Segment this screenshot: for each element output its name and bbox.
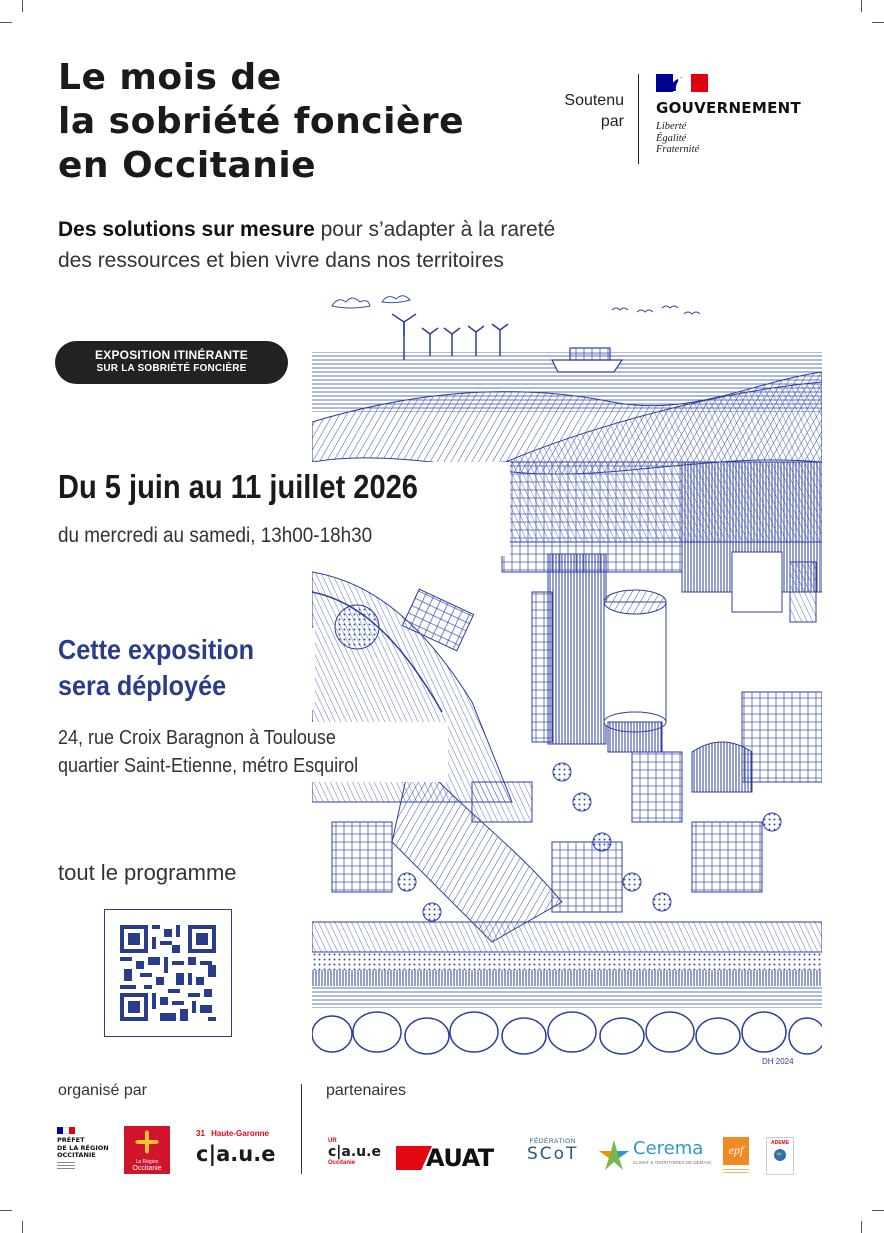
support-divider bbox=[638, 74, 639, 164]
crop-mark bbox=[0, 1210, 12, 1211]
region-line-2: Occitanie bbox=[132, 1165, 162, 1172]
exhibition-dates: Du 5 juin au 11 juillet 2026 bbox=[58, 468, 418, 505]
scot-line-1: FÉDÉRATION bbox=[529, 1138, 576, 1145]
program-label: tout le programme bbox=[58, 860, 237, 885]
region-line-1: La Région bbox=[135, 1159, 159, 1165]
federation-scot-logo bbox=[527, 1138, 578, 1163]
motto-fraternite: Fraternité bbox=[656, 144, 700, 155]
motto-liberte: Liberté bbox=[656, 121, 687, 132]
birds-icon bbox=[612, 306, 700, 314]
region-occitanie-logo bbox=[124, 1126, 170, 1174]
subtitle bbox=[58, 214, 555, 276]
ademe-name: ADEME bbox=[770, 1140, 790, 1146]
caue31-dept: Haute-Garonne bbox=[211, 1129, 269, 1138]
prefet-line-1: PRÉFET bbox=[57, 1136, 85, 1144]
footer-divider bbox=[301, 1084, 302, 1174]
program-qr-code[interactable] bbox=[104, 909, 232, 1037]
clouds-icon bbox=[332, 296, 410, 308]
epf-logo bbox=[723, 1137, 749, 1165]
crop-mark bbox=[0, 22, 12, 23]
support-line-2: par bbox=[600, 113, 624, 130]
caue-occ-region: Occitanie bbox=[328, 1160, 356, 1166]
address-line-2: quartier Saint-Etienne, métro Esquirol bbox=[58, 755, 359, 777]
exhibition-badge bbox=[55, 341, 288, 384]
auat-logo bbox=[396, 1144, 494, 1172]
address-line-1: 24, rue Croix Baragnon à Toulouse bbox=[58, 727, 336, 749]
crop-mark bbox=[872, 22, 884, 23]
motto-lines bbox=[57, 1162, 75, 1174]
caue-ur: UR bbox=[328, 1138, 337, 1144]
illustration-signature: DH 2024 bbox=[762, 1057, 794, 1066]
crop-mark bbox=[861, 1221, 862, 1233]
epf-caption-lines bbox=[723, 1167, 749, 1173]
prefet-occitanie-logo bbox=[57, 1127, 113, 1174]
caue31-name: c|a.u.e bbox=[196, 1142, 276, 1166]
prefet-line-2: DE LA RÉGION bbox=[57, 1143, 109, 1152]
government-motto bbox=[656, 121, 801, 156]
crop-mark bbox=[872, 1210, 884, 1211]
occitan-cross-icon bbox=[135, 1130, 159, 1154]
title-line-3: en Occitanie bbox=[58, 145, 317, 186]
stones-icon bbox=[312, 1012, 822, 1054]
caue31-number: 31 bbox=[196, 1129, 205, 1138]
cerema-tagline: CLIMAT & TERRITOIRES DE DEMAIN bbox=[633, 1160, 711, 1165]
caue-31-logo bbox=[196, 1129, 275, 1166]
crop-mark bbox=[22, 1221, 23, 1233]
venue-title-line-2: sera déployée bbox=[58, 670, 227, 701]
badge-line-1: EXPOSITION ITINÉRANTE bbox=[95, 348, 248, 362]
venue-title bbox=[58, 632, 254, 704]
title-line-2: la sobriété foncière bbox=[58, 101, 465, 142]
qr-code-icon bbox=[120, 925, 216, 1021]
motto-egalite: Égalité bbox=[656, 132, 687, 144]
support-label bbox=[540, 90, 624, 132]
partners-label: partenaires bbox=[326, 1082, 407, 1099]
epf-name: epf bbox=[728, 1143, 744, 1157]
cerema-star-icon bbox=[597, 1138, 631, 1172]
subtitle-line-2: des ressources et bien vivre dans nos territoires bbox=[58, 249, 504, 272]
ship-icon bbox=[552, 348, 622, 372]
venue-title-line-1: Cette exposition bbox=[58, 634, 255, 665]
exhibition-hours: du mercredi au samedi, 13h00-18h30 bbox=[58, 524, 373, 547]
page-title bbox=[58, 56, 464, 188]
ademe-globe-icon bbox=[773, 1148, 787, 1162]
government-name: GOUVERNEMENT bbox=[656, 99, 802, 117]
venue-address bbox=[58, 724, 358, 780]
crop-mark bbox=[861, 0, 862, 12]
marianne-flag-icon bbox=[656, 74, 708, 92]
marianne-flag-icon bbox=[57, 1127, 75, 1134]
title-line-1: Le mois de bbox=[58, 57, 282, 98]
cerema-logo bbox=[597, 1138, 711, 1172]
crop-mark bbox=[22, 0, 23, 12]
organised-by-label: organisé par bbox=[58, 1082, 147, 1099]
government-logo bbox=[656, 74, 801, 156]
badge-line-2: SUR LA SOBRIÉTÉ FONCIÈRE bbox=[96, 363, 247, 374]
subtitle-line-1: pour s’adapter à la rareté bbox=[314, 218, 556, 241]
support-line-1: Soutenu bbox=[564, 92, 624, 109]
ademe-logo bbox=[766, 1137, 794, 1175]
prefet-line-3: OCCITANIE bbox=[57, 1151, 96, 1159]
scot-line-2: SCoT bbox=[527, 1144, 579, 1164]
caue-occ-name: c|a.u.e bbox=[328, 1144, 381, 1160]
auat-name: AUAT bbox=[426, 1144, 494, 1172]
ur-caue-occitanie-logo bbox=[328, 1138, 381, 1166]
cerema-name: Cerema bbox=[633, 1138, 704, 1159]
city-illustration bbox=[312, 282, 822, 1068]
subtitle-bold: Des solutions sur mesure bbox=[58, 218, 315, 241]
